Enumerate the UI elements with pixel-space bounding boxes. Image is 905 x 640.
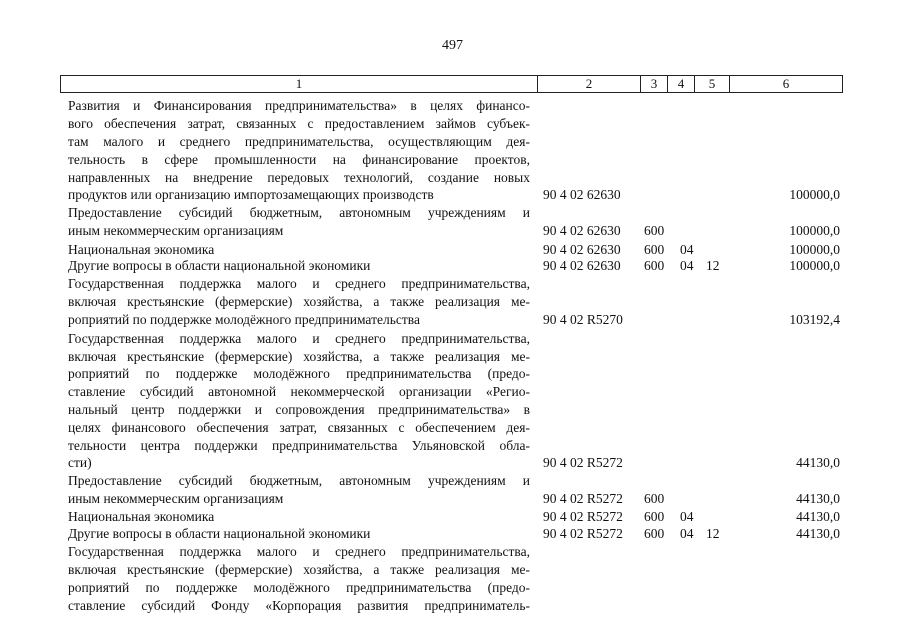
row-col-3: 600 xyxy=(644,223,665,238)
row-col-4: 04 xyxy=(680,242,694,257)
row-description: Национальная экономика xyxy=(68,509,215,524)
row-col-3: 600 xyxy=(644,491,665,506)
row-description: включая крестьянские (фермерские) хозяйства, а также реализация ме- xyxy=(68,294,530,309)
row-amount: 103192,4 xyxy=(789,312,840,327)
row-col-3: 600 xyxy=(644,242,665,257)
row-description: Государственная поддержка малого и среднего предпринимательства, xyxy=(68,331,530,346)
row-description: Другие вопросы в области национальной экономики xyxy=(68,526,371,541)
row-amount: 100000,0 xyxy=(789,258,840,273)
row-description: вого обеспечения затрат, связанных с предоставлением займов субъек- xyxy=(68,116,530,131)
row-description: там малого и среднего предпринимательства, осуществляющим дея- xyxy=(68,134,530,149)
row-amount: 44130,0 xyxy=(796,455,840,470)
row-amount: 44130,0 xyxy=(796,491,840,506)
header-col-3: 3 xyxy=(640,76,667,92)
header-col-6: 6 xyxy=(729,76,842,92)
row-col-3: 600 xyxy=(644,258,665,273)
row-code: 90 4 02 R5270 xyxy=(543,312,623,327)
row-description: целях финансового обеспечения затрат, связанных с обеспечением дея- xyxy=(68,420,530,435)
row-amount: 44130,0 xyxy=(796,509,840,524)
row-description: тельность в сфере промышленности на финансирование проектов, xyxy=(68,152,530,167)
row-description: Государственная поддержка малого и среднего предпринимательства, xyxy=(68,276,530,291)
row-description: ставление субсидий автономной некоммерческой организации «Регио- xyxy=(68,384,530,399)
row-amount: 44130,0 xyxy=(796,526,840,541)
row-description: иным некоммерческим организациям xyxy=(68,491,284,506)
row-code: 90 4 02 R5272 xyxy=(543,509,623,524)
row-code: 90 4 02 R5272 xyxy=(543,526,623,541)
row-code: 90 4 02 62630 xyxy=(543,223,621,238)
row-description: Национальная экономика xyxy=(68,242,215,257)
row-description: Предоставление субсидий бюджетным, автономным учреждениям и xyxy=(68,473,530,488)
row-col-4: 04 xyxy=(680,509,694,524)
row-description: тельности центра поддержки предпринимательства Ульяновской обла- xyxy=(68,438,530,453)
row-col-3: 600 xyxy=(644,526,665,541)
header-col-4: 4 xyxy=(667,76,694,92)
row-description: Предоставление субсидий бюджетным, автономным учреждениям и xyxy=(68,205,530,220)
row-col-5: 12 xyxy=(706,258,720,273)
header-col-1: 1 xyxy=(295,76,303,91)
row-description: продуктов или организацию импортозамещающих производств xyxy=(68,187,434,202)
row-description: включая крестьянские (фермерские) хозяйства, а также реализация ме- xyxy=(68,562,530,577)
row-col-5: 12 xyxy=(706,526,720,541)
row-description: иным некоммерческим организациям xyxy=(68,223,284,238)
row-code: 90 4 02 R5272 xyxy=(543,455,623,470)
row-description: роприятий по поддержке молодёжного предпринимательства xyxy=(68,312,420,327)
row-description: Другие вопросы в области национальной экономики xyxy=(68,258,371,273)
row-code: 90 4 02 62630 xyxy=(543,242,621,257)
row-code: 90 4 02 R5272 xyxy=(543,491,623,506)
row-description: нальный центр поддержки и сопровождения предпринимательства» в xyxy=(68,402,530,417)
row-col-4: 04 xyxy=(680,526,694,541)
row-description: Государственная поддержка малого и среднего предпринимательства, xyxy=(68,544,530,559)
header-col-2: 2 xyxy=(537,76,640,92)
header-col-5: 5 xyxy=(694,76,729,92)
row-col-3: 600 xyxy=(644,509,665,524)
page-number: 497 xyxy=(442,38,463,53)
row-description: Развития и Финансирования предпринимательства» в целях финансо- xyxy=(68,98,530,113)
row-description: роприятий по поддержке молодёжного предпринимательства (предо- xyxy=(68,580,530,595)
row-description: сти) xyxy=(68,455,92,470)
row-description: ставление субсидий Фонду «Корпорация развития предприниматель- xyxy=(68,598,530,613)
row-col-4: 04 xyxy=(680,258,694,273)
row-code: 90 4 02 62630 xyxy=(543,258,621,273)
row-amount: 100000,0 xyxy=(789,223,840,238)
row-amount: 100000,0 xyxy=(789,187,840,202)
row-amount: 100000,0 xyxy=(789,242,840,257)
row-description: включая крестьянские (фермерские) хозяйства, а также реализация ме- xyxy=(68,349,530,364)
row-description: роприятий по поддержке молодёжного предпринимательства (предо- xyxy=(68,366,530,381)
table-header xyxy=(60,75,843,93)
row-code: 90 4 02 62630 xyxy=(543,187,621,202)
row-description: направленных на внедрение передовых технологий, создание новых xyxy=(68,170,530,185)
